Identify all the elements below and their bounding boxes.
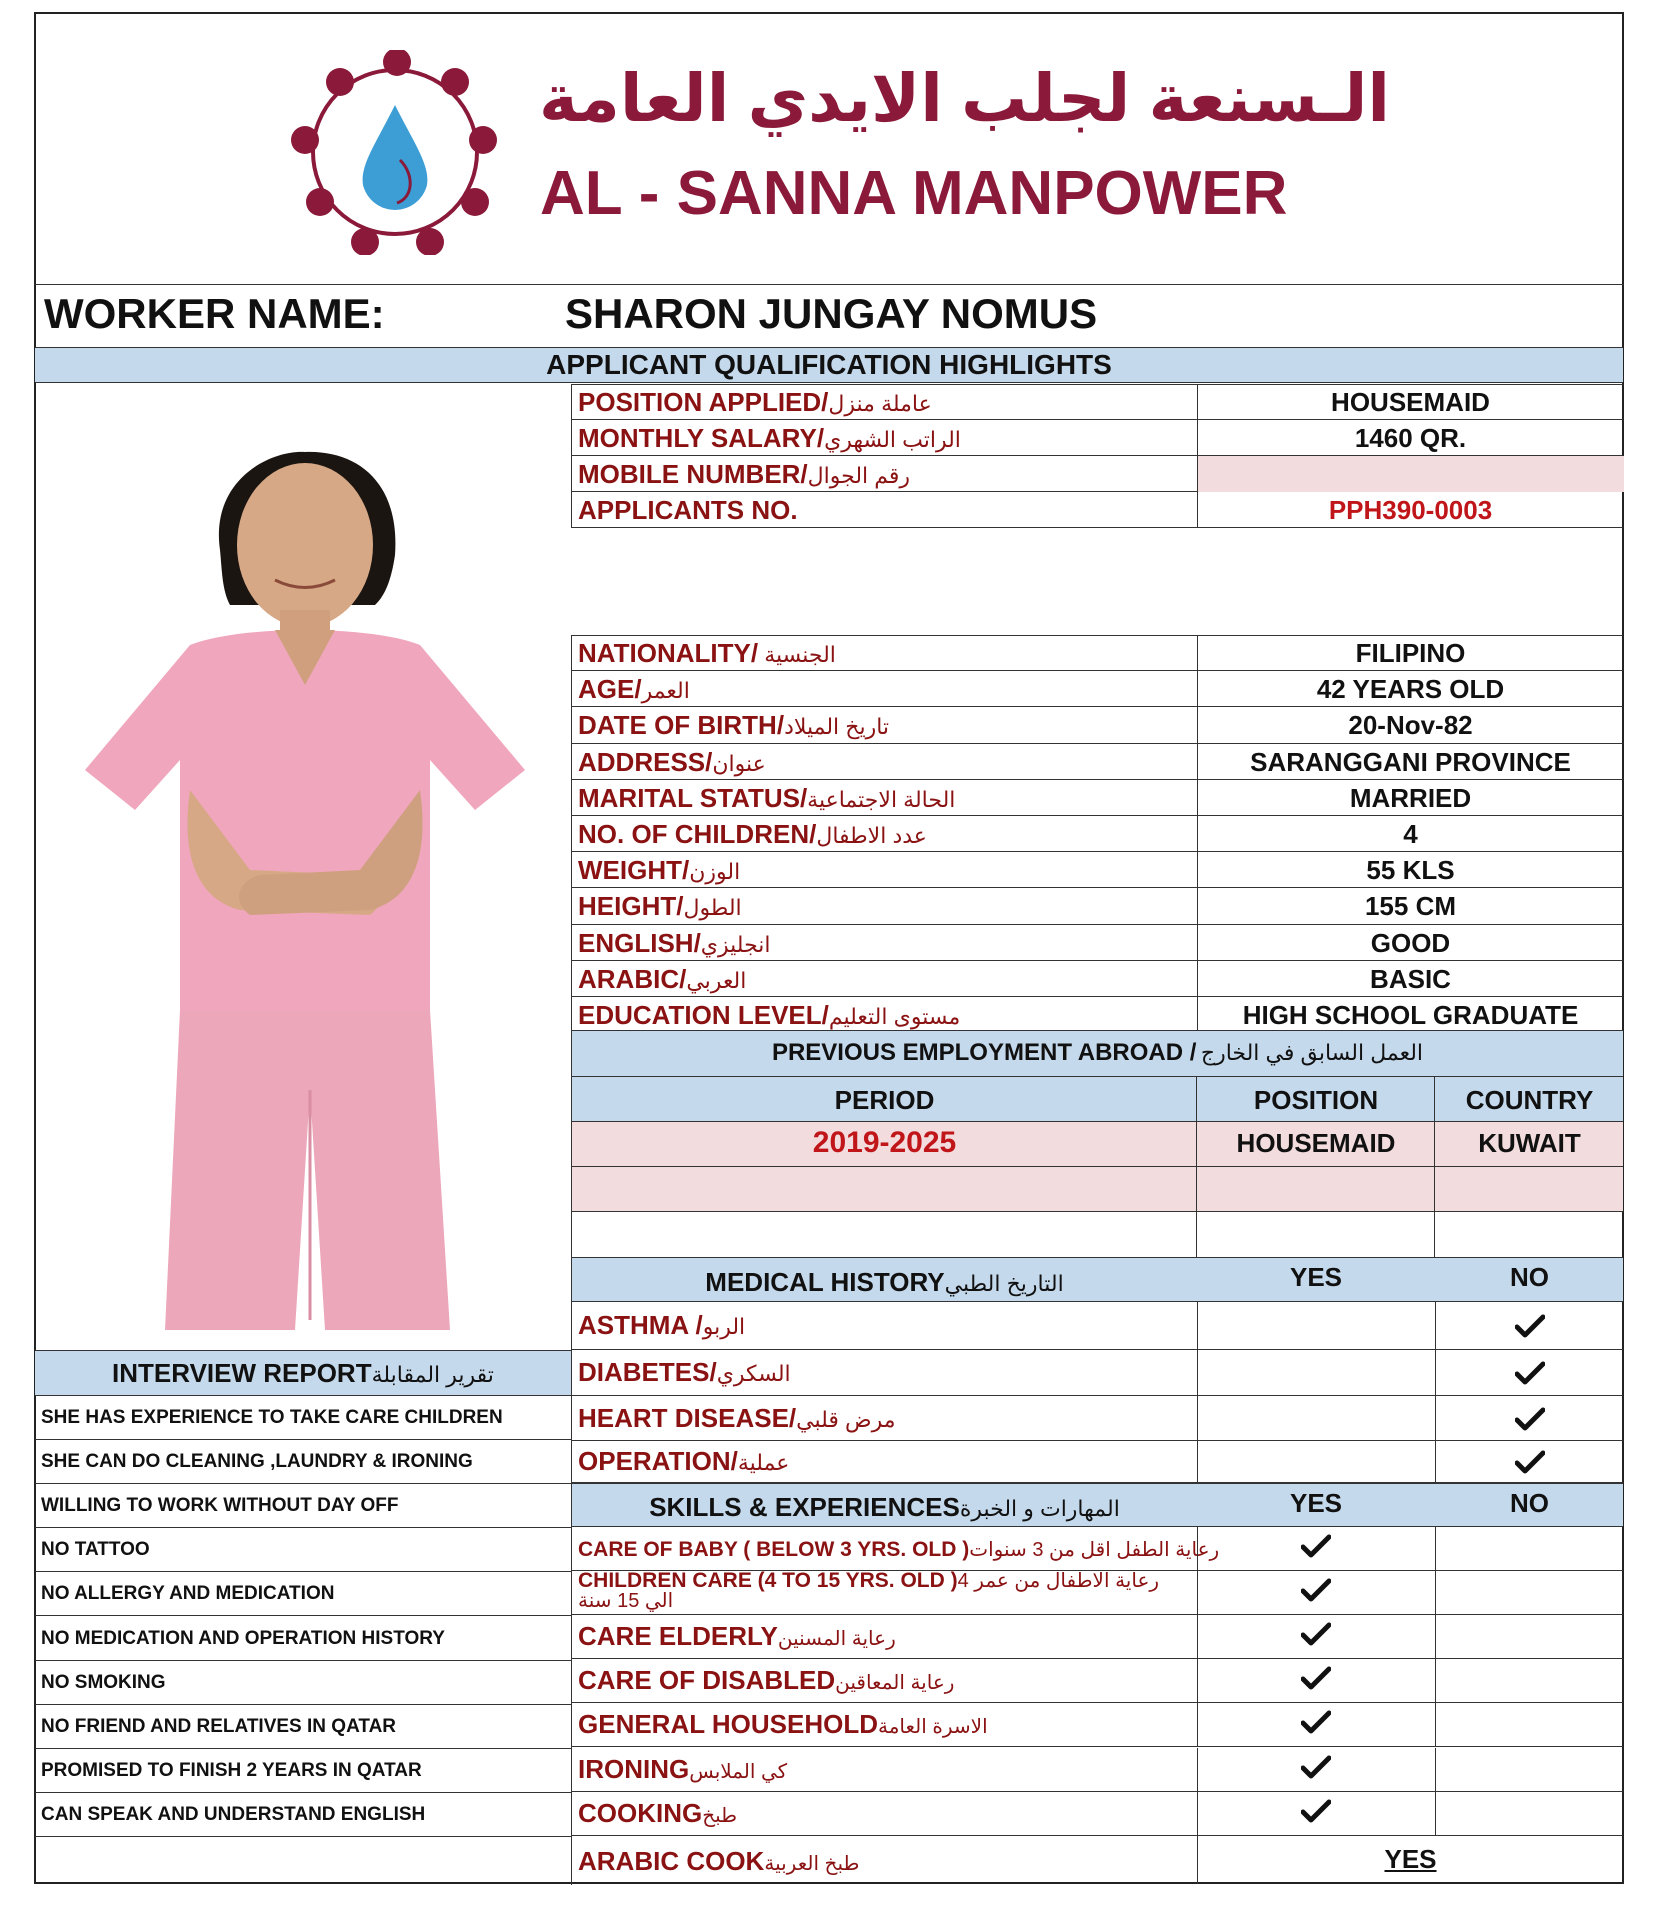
interview-item-text: PROMISED TO FINISH 2 YEARS IN QATAR <box>41 1759 422 1781</box>
medical-row <box>571 1441 1623 1483</box>
detail-row <box>571 997 1623 1033</box>
applicant-photo <box>70 440 540 1340</box>
interview-item-text: SHE HAS EXPERIENCE TO TAKE CARE CHILDREN <box>41 1407 503 1429</box>
employment-empty-row-2 <box>571 1212 1623 1257</box>
medical-yes-header: YES <box>1289 1262 1343 1292</box>
detail-value: SARANGGANI PROVINCE <box>1250 746 1571 777</box>
detail-label-ar: الحالة الاجتماعية <box>807 786 956 812</box>
medical-header-row <box>571 1257 1623 1302</box>
company-arabic-name: الـسنعة لجلب الايدي العامة <box>538 61 1390 135</box>
employment-title-ar: العمل السابق في الخارج <box>1200 1040 1424 1065</box>
detail-value: 55 KLS <box>1366 855 1455 886</box>
interview-item <box>35 1749 571 1793</box>
detail-row <box>571 852 1623 888</box>
detail-value: 155 CM <box>1364 891 1457 922</box>
highlights-title: APPLICANT QUALIFICATION HIGHLIGHTS <box>546 349 1112 380</box>
medical-label-ar: السكري <box>716 1361 791 1386</box>
check-icon <box>1515 1407 1545 1431</box>
employment-position: HOUSEMAID <box>1236 1128 1396 1158</box>
check-icon <box>1301 1755 1331 1779</box>
detail-label: NO. OF CHILDREN/ <box>578 819 817 849</box>
skill-label: CARE OF DISABLED <box>578 1665 836 1696</box>
medical-label-ar: عملية <box>737 1450 790 1475</box>
top-field-row <box>571 492 1623 528</box>
detail-row <box>571 635 1623 671</box>
employment-title: PREVIOUS EMPLOYMENT ABROAD / <box>771 1039 1197 1066</box>
worker-name-label: WORKER NAME: <box>44 290 385 337</box>
detail-value: 42 YEARS OLD <box>1316 674 1505 705</box>
top-field-row <box>571 456 1623 492</box>
top-field-label <box>578 423 961 454</box>
detail-value: 4 <box>1403 819 1418 849</box>
top-field-row <box>571 384 1623 420</box>
detail-label: NATIONALITY/ <box>578 638 759 668</box>
detail-row <box>571 744 1623 780</box>
interview-header <box>35 1350 571 1396</box>
skill-label: CARE OF BABY ( BELOW 3 YRS. OLD ) <box>578 1538 970 1561</box>
detail-label-ar: انجليزي <box>700 931 771 957</box>
skill-label-ar: رعاية المعاقين <box>835 1672 955 1695</box>
interview-item <box>35 1440 571 1484</box>
skill-label: COOKING <box>578 1797 703 1828</box>
skill-label-ar: طبخ <box>702 1804 738 1827</box>
employment-empty-row <box>571 1167 1623 1212</box>
skills-header-row <box>571 1483 1623 1527</box>
top-field-label-text: POSITION APPLIED/ <box>578 387 829 417</box>
skills-title: SKILLS & EXPERIENCES <box>649 1492 960 1522</box>
detail-label-ar: مستوى التعليم <box>828 1004 961 1029</box>
medical-row <box>571 1302 1623 1350</box>
top-field-label <box>578 459 910 490</box>
interview-item-text: NO SMOKING <box>41 1671 166 1693</box>
detail-label-ar: عنوان <box>712 750 766 776</box>
interview-item <box>35 1793 571 1837</box>
detail-label: HEIGHT/ <box>578 891 684 922</box>
detail-label-ar: عدد الاطفال <box>816 823 927 848</box>
check-icon <box>1301 1710 1331 1734</box>
top-field-label-ar: الراتب الشهري <box>824 427 961 452</box>
skill-row <box>571 1659 1623 1703</box>
medical-title-ar: التاريخ الطبي <box>944 1271 1064 1296</box>
top-field-label <box>578 387 932 418</box>
detail-value: GOOD <box>1370 927 1451 958</box>
detail-label: DATE OF BIRTH/ <box>578 710 785 741</box>
company-english-name: AL - SANNA MANPOWER <box>540 159 1288 228</box>
arabic-cook-row <box>571 1836 1623 1884</box>
highlights-bar <box>35 347 1623 383</box>
detail-row <box>571 671 1623 707</box>
detail-label: ENGLISH/ <box>578 927 701 958</box>
detail-value: BASIC <box>1370 963 1451 994</box>
detail-label-ar: الطول <box>683 895 742 921</box>
employment-country: KUWAIT <box>1478 1128 1581 1158</box>
detail-row <box>571 707 1623 743</box>
medical-label: ASTHMA / <box>578 1310 703 1340</box>
skill-row <box>571 1703 1623 1747</box>
skill-label-ar: كي الملابس <box>689 1760 788 1783</box>
employment-row <box>571 1122 1623 1167</box>
check-icon <box>1515 1361 1545 1385</box>
medical-no-header: NO <box>1510 1262 1549 1292</box>
top-field-label-text: APPLICANTS NO. <box>578 495 798 525</box>
detail-value: HIGH SCHOOL GRADUATE <box>1242 1000 1579 1030</box>
check-icon <box>1301 1578 1331 1602</box>
company-logo-icon <box>285 50 510 255</box>
skill-row <box>571 1571 1623 1615</box>
detail-label: ARABIC/ <box>578 963 687 994</box>
check-icon <box>1515 1450 1545 1474</box>
skill-row <box>571 1527 1623 1571</box>
medical-row <box>571 1396 1623 1441</box>
detail-label: MARITAL STATUS/ <box>578 782 808 813</box>
skill-label-ar: الاسرة العامة <box>878 1716 988 1739</box>
employment-header-row <box>571 1077 1623 1122</box>
detail-value: MARRIED <box>1349 782 1472 813</box>
col-position: POSITION <box>1253 1085 1379 1115</box>
detail-label-ar: العربي <box>686 967 747 993</box>
medical-label: DIABETES/ <box>578 1357 717 1387</box>
skill-label: CARE ELDERLY <box>578 1621 778 1652</box>
interview-item <box>35 1617 571 1661</box>
interview-item-text: NO TATTOO <box>41 1539 150 1561</box>
top-field-value: PPH390-0003 <box>1328 495 1493 525</box>
top-field-label-ar: رقم الجوال <box>807 463 911 488</box>
interview-item-text: NO MEDICATION AND OPERATION HISTORY <box>41 1627 445 1649</box>
arabic-cook-label-ar: طبخ العربية <box>764 1852 860 1875</box>
interview-item <box>35 1528 571 1572</box>
skills-yes-header: YES <box>1289 1488 1343 1518</box>
top-field-value: 1460 QR. <box>1354 423 1467 453</box>
interview-title-ar: تقرير المقابلة <box>371 1362 494 1387</box>
skill-label-ar: رعاية الاطفال من عمر 4 الي 15 سنة <box>578 1570 1160 1613</box>
check-icon <box>1515 1314 1545 1338</box>
interview-item <box>35 1705 571 1749</box>
top-field-label <box>578 495 798 526</box>
worker-name: SHARON JUNGAY NOMUS <box>565 290 1098 337</box>
medical-label-ar: مرض قلبي <box>796 1406 896 1432</box>
detail-label: AGE/ <box>578 674 642 705</box>
arabic-cook-value: YES <box>1384 1843 1437 1874</box>
skill-row <box>571 1748 1623 1792</box>
medical-label: HEART DISEASE/ <box>578 1402 797 1433</box>
interview-item-text: SHE CAN DO CLEANING ,LAUNDRY & IRONING <box>41 1451 473 1473</box>
interview-item <box>35 1572 571 1616</box>
detail-label: WEIGHT/ <box>578 855 690 886</box>
skill-row <box>571 1615 1623 1659</box>
check-icon <box>1301 1534 1331 1558</box>
top-field-row <box>571 420 1623 456</box>
check-icon <box>1301 1622 1331 1646</box>
detail-row <box>571 925 1623 961</box>
detail-label-ar: الوزن <box>689 859 741 885</box>
medical-label-ar: الربو <box>702 1314 746 1339</box>
check-icon <box>1301 1799 1331 1823</box>
interview-item-text: NO FRIEND AND RELATIVES IN QATAR <box>41 1715 397 1737</box>
medical-row <box>571 1350 1623 1396</box>
detail-value: 20-Nov-82 <box>1348 710 1473 741</box>
detail-label: ADDRESS/ <box>578 746 713 777</box>
medical-title: MEDICAL HISTORY <box>705 1267 945 1297</box>
employment-title-bar <box>571 1030 1623 1077</box>
skills-title-ar: المهارات و الخبرة <box>959 1496 1120 1521</box>
detail-row <box>571 780 1623 816</box>
skill-label-ar: رعاية الطفل اقل من 3 سنوات <box>969 1539 1220 1561</box>
detail-label-ar: الجنسية <box>758 642 836 667</box>
interview-item-text: WILLING TO WORK WITHOUT DAY OFF <box>41 1495 399 1517</box>
skills-no-header: NO <box>1510 1488 1549 1518</box>
detail-label-ar: تاريخ الميلاد <box>784 714 890 740</box>
detail-label-ar: العمر <box>641 678 690 704</box>
top-field-label-ar: عاملة منزل <box>828 391 932 416</box>
employment-period: 2019-2025 <box>812 1126 957 1159</box>
col-period: PERIOD <box>834 1085 935 1115</box>
skill-label: GENERAL HOUSEHOLD <box>578 1709 878 1740</box>
skill-label: IRONING <box>578 1753 690 1784</box>
top-field-label-text: MONTHLY SALARY/ <box>578 423 825 453</box>
arabic-cook-label: ARABIC COOK <box>578 1845 765 1876</box>
interview-item-text: NO ALLERGY AND MEDICATION <box>41 1583 335 1605</box>
detail-row <box>571 888 1623 924</box>
top-field-label-text: MOBILE NUMBER/ <box>578 459 808 489</box>
interview-item <box>35 1396 571 1440</box>
detail-row <box>571 816 1623 852</box>
check-icon <box>1301 1666 1331 1690</box>
top-field-value: HOUSEMAID <box>1331 387 1490 417</box>
interview-item-text: CAN SPEAK AND UNDERSTAND ENGLISH <box>41 1803 426 1825</box>
interview-title: INTERVIEW REPORT <box>112 1358 372 1388</box>
skill-label: CHILDREN CARE (4 TO 15 YRS. OLD ) <box>578 1569 958 1593</box>
skill-row <box>571 1792 1623 1836</box>
interview-item <box>35 1484 571 1528</box>
interview-item <box>35 1661 571 1705</box>
skill-label-ar: رعاية المسنين <box>777 1628 896 1651</box>
medical-label: OPERATION/ <box>578 1446 738 1476</box>
detail-value: FILIPINO <box>1355 638 1466 668</box>
detail-label: EDUCATION LEVEL/ <box>578 1000 829 1030</box>
detail-row <box>571 961 1623 997</box>
col-country: COUNTRY <box>1465 1085 1594 1115</box>
